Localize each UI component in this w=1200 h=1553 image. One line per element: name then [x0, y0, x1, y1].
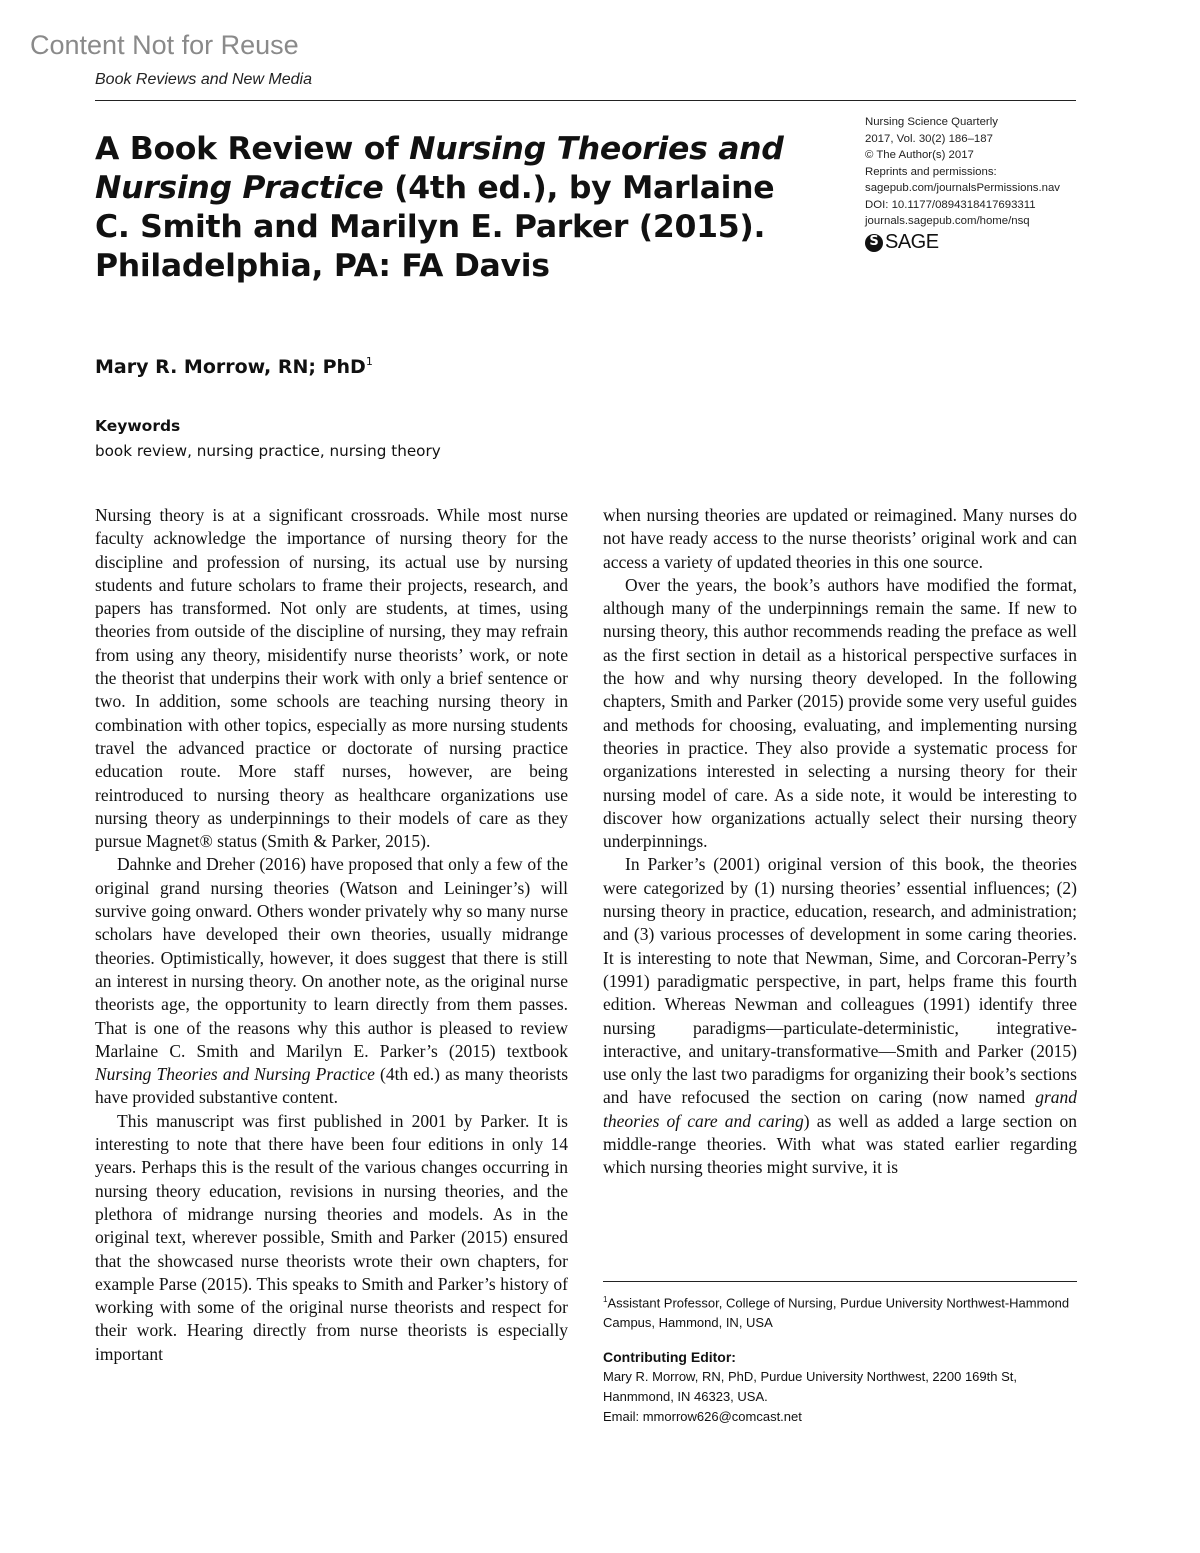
journal-reprints: Reprints and permissions:	[865, 165, 997, 178]
sage-s-icon: S	[865, 234, 883, 252]
body-paragraph	[603, 853, 1077, 1179]
publisher-logo	[865, 231, 1060, 254]
author-name-text: Mary R. Morrow, RN; PhD	[95, 356, 366, 378]
contributing-editor-email[interactable]: Email: mmorrow626@comcast.net	[603, 1409, 802, 1425]
article-title	[95, 130, 795, 286]
body-paragraph: Nursing theory is at a significant crossroads. While most nurse faculty acknowledge the importance of nursing theory for the discipline and profession of nursing, its actual use by nursing students and future scholars to frame their projects, research, and papers has transformed. Not only are students, at times, using theories from outside of the discipline of nursing, they may refrain from using any theory, misidentify nurse theorists’ work, or note the theorist that underpins their work with only a brief sentence or two. In addition, some schools are teaching nursing theory in combination with other topics, especially as more nursing students travel the advanced practice or doctorate of nursing practice education route. More staff nurses, however, are being reintroduced to nursing theory as healthcare organizations use nursing theory as underpinnings to their models of care as they pursue Magnet® status (Smith & Parker, 2015).	[95, 505, 568, 852]
title-part2: (4th ed.), by Marlaine C. Smith and Marilyn E. Parker (2015). Philadelphia, PA: FA Davis	[95, 170, 775, 284]
journal-link[interactable]: journals.sagepub.com/home/nsq	[865, 215, 1030, 227]
journal-copyright: © The Author(s) 2017	[865, 149, 974, 161]
italic-phrase: grand theories of care and caring	[603, 1087, 1077, 1131]
body-column-right	[603, 504, 1077, 1180]
section-label: Book Reviews and New Media	[95, 71, 312, 88]
author-name	[95, 355, 373, 378]
publisher-name: SAGE	[885, 231, 939, 254]
title-book-name: Nursing Theories and Nursing Practice	[95, 131, 784, 206]
title-part1: A Book Review of	[95, 131, 410, 167]
affiliation-text: Assistant Professor, College of Nursing, Purdue University Northwest-Hammond Campus, Hammond, IN, USA	[603, 1295, 1070, 1331]
watermark-text: Content Not for Reuse	[30, 30, 299, 60]
contributing-editor-address: Mary R. Morrow, RN, PhD, Purdue University Northwest, 2200 169th St, Hanmmond, IN 46323, USA.	[603, 1369, 1017, 1405]
permissions-link[interactable]: sagepub.com/journalsPermissions.nav	[865, 182, 1061, 194]
book-title-italic: Nursing Theories and Nursing Practice	[95, 1064, 375, 1085]
journal-meta	[865, 114, 1060, 252]
keywords-list: book review, nursing practice, nursing theory	[95, 442, 441, 460]
body-paragraph: when nursing theories are updated or reimagined. Many nurses do not have ready access to the nurse theorists’ original work and can access a variety of updated theories in this one source.	[603, 505, 1077, 572]
doi-link[interactable]: DOI: 10.1177/0894318417693311	[865, 198, 1036, 211]
header-rule	[95, 100, 1076, 101]
body-paragraph: This manuscript was first published in 2001 by Parker. It is interesting to note that there have been four editions in only 14 years. Perhaps this is the result of the various changes occurring in nursing theory education, revisions in nursing theories, and the plethora of midrange nursing theories and models. As in the original text, wherever possible, Smith and Parker (2015) ensured that the showcased nurse theorists wrote their own chapters, for example Parse (2015). This speaks to Smith and Parker’s history of working with some of the original nurse theorists and respect for their work. Hearing directly from nurse theorists is especially important	[95, 1110, 568, 1364]
contributing-editor-heading: Contributing Editor:	[603, 1349, 736, 1366]
body-text: In Parker’s (2001) original version of this book, the theories were categorized by (1) nursing theories’ essential influences; (2) nursing theory in practice, education, research, and administration; and (3) various processes of development in some caring theories. It is interesting to note that Newman, Sime, and Corcoran-Perry’s (1991) paradigmatic perspective, in part, helps frame this fourth edition. Whereas Newman and colleagues (1991) identify three nursing paradigms—particulate-deterministic, integrative-interactive, and unitary-transformative—Smith and Parker (2015) use only the last two paradigms for organizing their book’s sections and have refocused the section on caring (now named	[603, 854, 1077, 1108]
journal-name: Nursing Science Quarterly	[865, 116, 998, 128]
body-text: (4th ed.) as many theorists have provided substantive content.	[95, 1064, 568, 1108]
body-column-left	[95, 504, 568, 1366]
affiliation-note	[603, 1290, 1077, 1333]
body-text: ) as well as added a large section on middle-range theories. With what was stated earlier regarding which nursing theories might survive, it is	[603, 1110, 1077, 1178]
body-paragraph	[95, 853, 568, 1109]
body-text: Dahnke and Dreher (2016) have proposed that only a few of the original grand nursing theories (Watson and Leininger’s) will survive going onward. Others wonder privately why so many nurse scholars have developed their own theories, usually midrange theories. Optimistically, however, it does suggest that there is still an interest in nursing theory. On another note, as the original nurse theorists age, the opportunity to learn directly from them passes. That is one of the reasons why this author is pleased to review Marlaine C. Smith and Marilyn E. Parker’s (2015) textbook	[95, 854, 568, 1061]
affiliation-mark: 1	[603, 1295, 608, 1304]
body-paragraph: Over the years, the book’s authors have modified the format, although many of the underpinnings remain the same. If new to nursing theory, this author recommends reading the preface as well as the first section in detail as a historical perspective surfaces in the how and why nursing theory developed. In the following chapters, Smith and Parker (2015) provide some very useful guides and methods for choosing, evaluating, and implementing nursing theories in practice. They also provide a systematic process for organizations interested in selecting a nursing theory for their nursing model of care. As a side note, it would be interesting to discover how organizations actually select their nursing theory underpinnings.	[603, 574, 1077, 852]
author-affiliation-mark: 1	[365, 355, 373, 368]
journal-volume: 2017, Vol. 30(2) 186–187	[865, 132, 993, 145]
keywords-heading: Keywords	[95, 417, 181, 435]
footnote-rule	[603, 1281, 1077, 1282]
footnotes	[603, 1290, 1077, 1427]
